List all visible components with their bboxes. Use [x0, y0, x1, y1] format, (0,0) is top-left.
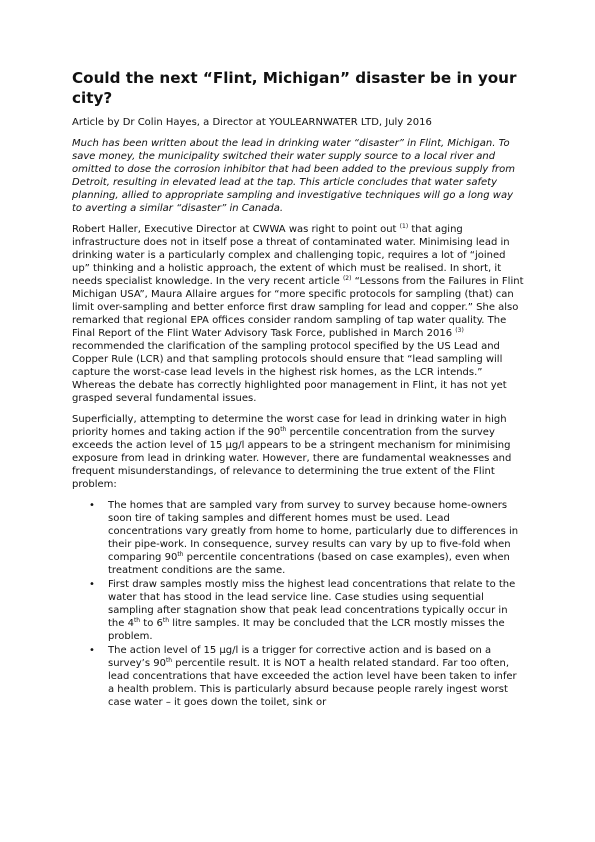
article-byline: Article by Dr Colin Hayes, a Director at YOULEARNWATER LTD, July 2016	[72, 117, 432, 128]
text-span: that aging infrastructure does not in itself pose a threat of contaminated water. Minimising lead in drinking water is a particularly complex and challenging topic, requires a lot of “joined up” thinking and a holistic approach, the extent of which must be realised. In short, it needs specialist knowledge. In the very recent article	[72, 224, 510, 287]
list-item	[72, 644, 524, 709]
superscript: th	[177, 551, 184, 558]
reference-marker: (2)	[342, 275, 352, 282]
text-span: to 6	[140, 618, 163, 629]
text-span: percentile concentrations (based on case examples), even when treatment conditions are the same.	[108, 552, 510, 576]
bullet-icon: •	[89, 579, 95, 590]
text-span: First draw samples mostly miss the highest lead concentrations that relate to the water that has stood in the lead service line. Case studies using sequential sampling after stagnation show that peak lead concentrations typically occur in the 4	[108, 579, 516, 629]
superscript: th	[162, 617, 170, 624]
document-page	[72, 68, 524, 710]
superscript: th	[280, 426, 287, 433]
superscript: th	[165, 657, 173, 664]
text-span: percentile concentration from the survey exceeds the action level of 15 µg/l appears to be a stringent mechanism for minimising exposure from lead in drinking water. However, there are fundamental weaknesses and frequent misunderstandings, of relevance to determining the true extent of the Flint problem:	[72, 427, 512, 490]
paragraph-1	[72, 223, 524, 405]
text-span: The homes that are sampled vary from survey to survey because home-owners soon tire of taking samples and different homes must be used. Lead concentrations vary greatly from home to home, particularly due to differences in their pipe-work. In consequence, survey results can vary by up to five-fold when comparing 90	[108, 500, 519, 563]
list-item	[72, 578, 524, 643]
text-span: “Lessons from the Failures in Flint Michigan USA”, Maura Allaire argues for “more specific protocols for sampling (that) can limit over-sampling and better enforce first draw sampling for lead and copper.” She also remarked that regional EPA offices consider random sampling of tap water quality. The Final Report of the Flint Water Advisory Task Force, published in March 2016	[72, 276, 524, 339]
article-abstract: Much has been written about the lead in drinking water “disaster” in Flint, Michigan. To save money, the municipality switched their water supply source to a local river and omitted to dose the corrosion inhibitor that had been added to the previous supply from Detroit, resulting in elevated lead at the tap. This article concludes that water safety planning, allied to appropriate sampling and investigative techniques will go a long way to averting a similar “disaster” in Canada.	[72, 138, 515, 214]
text-span: litre samples. It may be concluded that the LCR mostly misses the problem.	[108, 618, 505, 642]
text-span: The action level of 15 µg/l is a trigger for corrective action and is based on a survey’s 90	[108, 645, 492, 669]
text-span: recommended the clarification of the sampling protocol specified by the US Lead and Copper Rule (LCR) and that sampling protocols should ensure that “lead sampling will capture the worst-case lead levels in the highest risk homes, as the LCR intends.” Whereas the debate has correctly highlighted poor management in Flint, it has not yet grasped several fundamental issues.	[72, 341, 507, 404]
article-title: Could the next “Flint, Michigan” disaster be in your city?	[72, 69, 517, 107]
reference-marker: (1)	[399, 223, 409, 230]
text-span: percentile result. It is NOT a health related standard. Far too often, lead concentrations that have exceeded the action level have been taken to infer a health problem. This is particularly absurd because people rarely ingest worst case water – it goes down the toilet, sink or	[108, 658, 517, 708]
text-span: Robert Haller, Executive Director at CWWA was right to point out	[72, 224, 400, 235]
paragraph-2	[72, 413, 524, 491]
bullet-icon: •	[89, 645, 95, 656]
list-item	[72, 499, 524, 577]
superscript: th	[133, 617, 141, 624]
text-span: Superficially, attempting to determine the worst case for lead in drinking water in high priority homes and taking action if the 90	[72, 414, 507, 438]
reference-marker: (3)	[455, 327, 464, 334]
bullet-list	[72, 499, 524, 709]
bullet-icon: •	[89, 500, 95, 511]
